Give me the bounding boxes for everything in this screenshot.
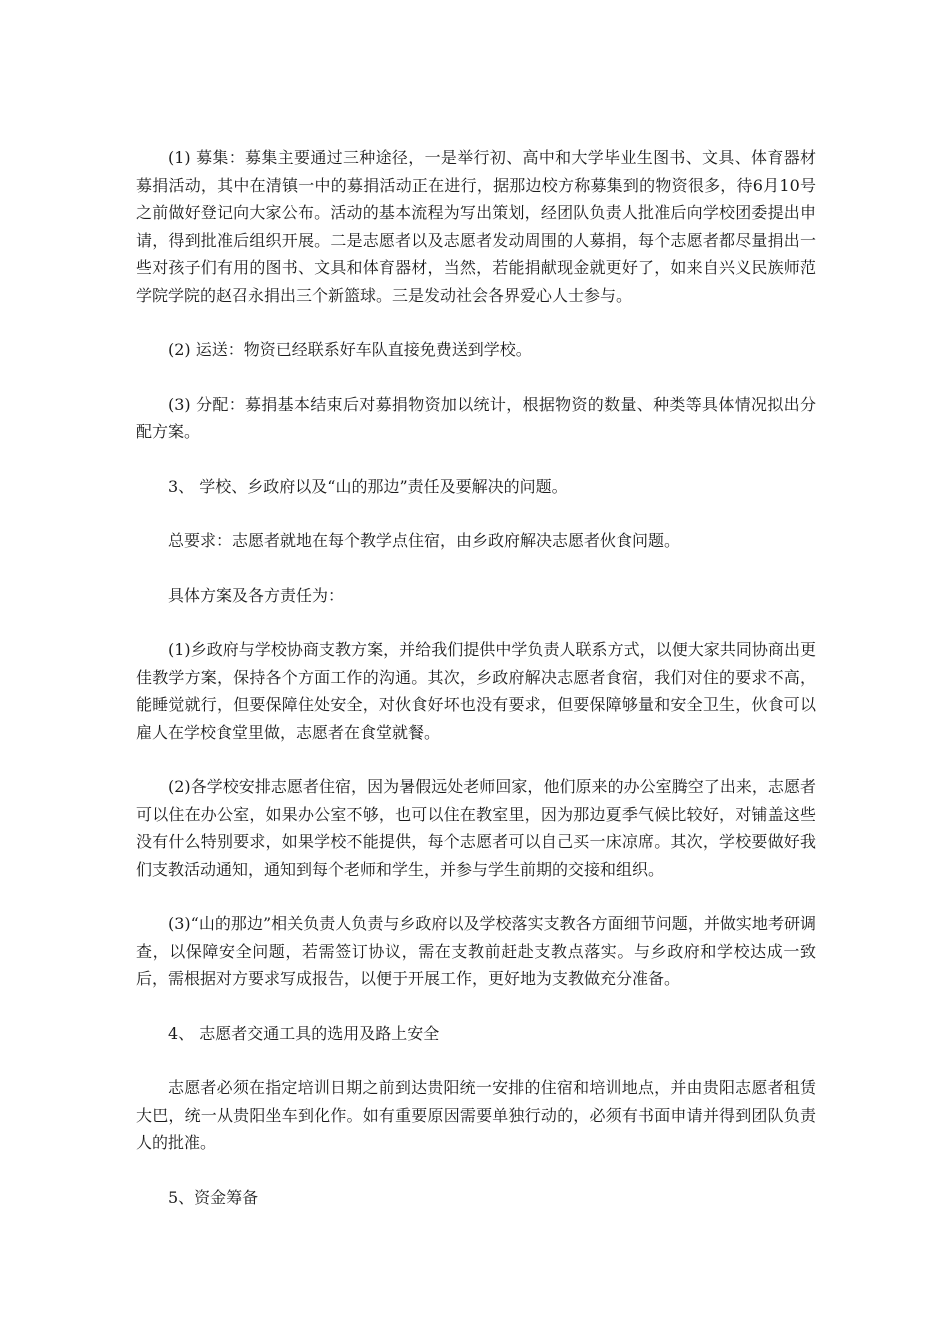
paragraph-distribution: (3) 分配：募捐基本结束后对募捐物资加以统计，根据物资的数量、种类等具体情况拟出分配方案。 [136, 394, 816, 441]
paragraph-plan-intro: 具体方案及各方责任为： [168, 585, 345, 605]
paragraph-general-requirement: 总要求：志愿者就地在每个教学点住宿，由乡政府解决志愿者伙食问题。 [168, 531, 681, 550]
paragraph-collection: (1) 募集：募集主要通过三种途径，一是举行初、高中和大学毕业生图书、文具、体育器材募捐活动，其中在清镇一中的募捐活动正在进行，据那边校方称募集到的物资很多，待6月10号之前做好登记向大家公布。活动的基本流程为写出策划，经团队负责人批准后向学校团委提出申请，得到批准后组织开展。二是志愿者以及志愿者发动周围的人募捐，每个志愿者都尽量捐出一些对孩子们有用的图书、文具和体育器材，当然，若能捐献现金就更好了，如来自兴义民族师范学院学院的赵召永捐出三个新篮球。三是发动社会各界爱心人士参与。 [136, 148, 816, 305]
section-heading-4: 4、 志愿者交通工具的选用及路上安全 [168, 1023, 440, 1043]
paragraph-school-duty: (2)各学校安排志愿者住宿，因为暑假远处老师回家，他们原来的办公室腾空了出来，志愿者可以住在办公室，如果办公室不够，也可以住在教室里，因为那边夏季气候比较好，对铺盖这些没有什么特别要求，如果学校不能提供，每个志愿者可以自己买一床凉席。其次，学校要做好我们支教活动通知，通知到每个老师和学生，并参与学生前期的交接和组织。 [136, 777, 816, 879]
paragraph-transport-safety: 志愿者必须在指定培训日期之前到达贵阳统一安排的住宿和培训地点，并由贵阳志愿者租赁大巴，统一从贵阳坐车到化作。如有重要原因需要单独行动的，必须有书面申请并得到团队负责人的批准。 [136, 1078, 816, 1152]
section-heading-3: 3、 学校、乡政府以及“山的那边”责任及要解决的问题。 [168, 476, 568, 496]
paragraph-township-duty: (1)乡政府与学校协商支教方案，并给我们提供中学负责人联系方式，以便大家共同协商出更佳教学方案，保持各个方面工作的沟通。其次，乡政府解决志愿者食宿，我们对住的要求不高，能睡觉就行，但要保障住处安全，对伙食好坏也没有要求，但要保障够量和安全卫生，伙食可以雇人在学校食堂里做，志愿者在食堂就餐。 [136, 640, 816, 742]
document-page [136, 144, 816, 1211]
paragraph-transport: (2) 运送：物资已经联系好车队直接免费送到学校。 [168, 340, 532, 359]
paragraph-team-duty: (3)“山的那边”相关负责人负责与乡政府以及学校落实支教各方面细节问题，并做实地考研调查，以保障安全问题，若需签订协议，需在支教前赶赴支教点落实。与乡政府和学校达成一致后，需根据对方要求写成报告，以便于开展工作，更好地为支教做充分准备。 [136, 914, 816, 988]
section-heading-5: 5、资金筹备 [168, 1187, 259, 1207]
